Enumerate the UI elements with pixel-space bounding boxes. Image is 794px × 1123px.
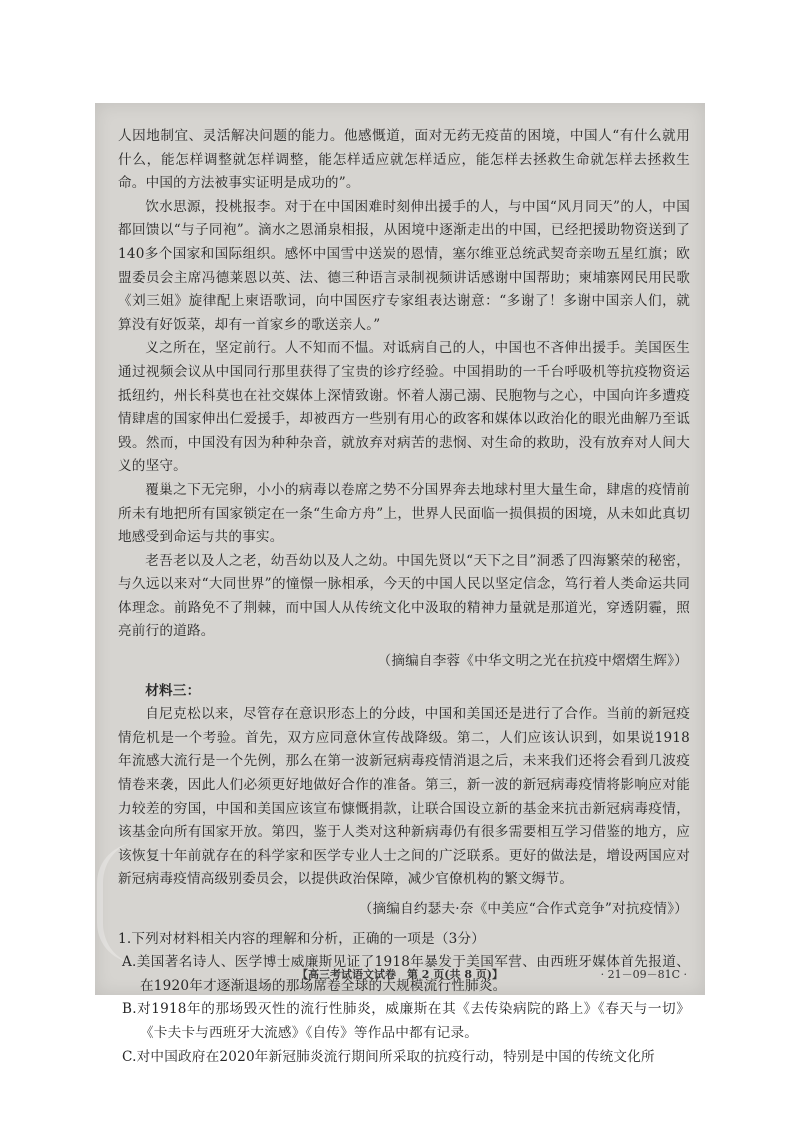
paragraph-shared-fate: 覆巢之下无完卵，小小的病毒以卷席之势不分国界奔去地球村里大量生命，肆虐的疫情前所未有地把所有国家锁定在一条“生命方舟”上，世界人民面临一损俱损的困境，从未如此真切地感受到命运与共的事实。 bbox=[118, 481, 690, 546]
material3-heading: 材料三： bbox=[145, 682, 201, 699]
question-1 bbox=[118, 928, 690, 1070]
question-stem: 1.下列对材料相关内容的理解和分析，正确的一项是（3分） bbox=[118, 930, 486, 947]
option-b: B.对1918年的那场毁灭性的流行性肺炎，威廉斯在其《去传染病院的路上》《春天与一切》《卡夫卡与西班牙大流感》《自传》等作品中都有记录。 bbox=[122, 1001, 690, 1041]
paragraph-reciprocity: 饮水思源，投桃报李。对于在中国困难时刻伸出援手的人，与中国“风月同天”的人，中国都回馈以“与子同袍”。滴水之恩涌泉相报，从困境中逐渐走出的中国，已经把援助物资送到了140多个国家和国际组织。感怀中国雪中送炭的恩情，塞尔维亚总统武契奇亲吻五星红旗；欧盟委员会主席冯德莱恩以英、法、德三种语言录制视频讲话感谢中国帮助；柬埔寨网民用民歌《刘三姐》旋律配上柬语歌词，向中国医疗专家组表达谢意：“多谢了！多谢中国亲人们，就算没有好饭菜，却有一首家乡的歌送亲人。” bbox=[118, 198, 690, 333]
source-citation-3: （摘编自约瑟夫·奈《中美应“合作式竞争”对抗疫情》） bbox=[358, 901, 688, 917]
page-footer bbox=[95, 963, 705, 985]
scanned-page bbox=[95, 103, 705, 1065]
source-citation-2: （摘编自李蓉《中华文明之光在抗疫中熠熠生辉》） bbox=[377, 653, 688, 670]
footer-page-label: 【高三考试语文试卷 第 2 页(共 8 页)】 bbox=[296, 968, 504, 981]
option-c: C.对中国政府在2020年新冠肺炎流行期间所采取的抗疫行动，特别是中国的传统文化所 bbox=[122, 1048, 655, 1065]
document-body bbox=[118, 125, 690, 1069]
option-a: A.美国著名诗人、医学博士威廉斯见证了1918年暴发于美国军营、由西班牙媒体首先报道、在1920年才逐渐退场的那场席卷全球的大规模流行性肺炎。 bbox=[122, 954, 690, 994]
paragraph-community: 老吾老以及人之老，幼吾幼以及人之幼。中国先贤以“天下之目”洞悉了四海繁荣的秘密，与久远以来对“大同世界”的憧憬一脉相承，今天的中国人民以坚定信念，笃行着人类命运共同体理念。前路免不了荆棘，而中国人从传统文化中汲取的精神力量就是那道光，穿透阴霾，照亮前行的道路。 bbox=[118, 552, 690, 640]
material3-paragraph: 自尼克松以来，尽管存在意识形态上的分歧，中国和美国还是进行了合作。当前的新冠疫情危机是一个考验。首先，双方应同意休宣传战降级。第二，人们应该认识到，如果说1918年流感大流行是一个先例，那么在第一波新冠病毒疫情消退之后，未来我们还将会看到几波疫情卷来袭，因此人们必须更好地做好合作的准备。第三，新一波的新冠病毒疫情将影响应对能力较差的穷国，中国和美国应该宣布慷慨捐款，让联合国设立新的基金来抗击新冠病毒疫情，该基金向所有国家开放。第四，鉴于人类对这种新病毒仍有很多需要相互学习借鉴的地方，应该恢复十年前就存在的科学家和医学专业人士之间的广泛联系。更好的做法是，增设两国应对新冠病毒疫情高级别委员会，以提供政治保障，减少官僚机构的繁文缛节。 bbox=[118, 706, 690, 888]
paragraph-righteousness: 义之所在，坚定前行。人不知而不愠。对诋病自己的人，中国也不吝伸出援手。美国医生通过视频会议从中国同行那里获得了宝贵的诊疗经验。中国捐助的一千台呼吸机等抗疫物资运抵纽约，州长科莫也在社交媒体上深情致谢。怀着人溺己溺、民胞物与之心，中国向许多遭疫情肆虐的国家伸出仁爱援手，却被西方一些别有用心的政客和媒体以政治化的眼光曲解乃至诋毁。然而，中国没有因为种种杂音，就放弃对病苦的悲悯、对生命的救助，没有放弃对人间大义的坚守。 bbox=[118, 340, 690, 475]
footer-code: · 21－09－81C · bbox=[600, 968, 687, 981]
paragraph-continuation: 人因地制宜、灵活解决问题的能力。他感慨道，面对无药无疫苗的困境，中国人“有什么就用什么，能怎样调整就怎样调整，能怎样适应就怎样适应，能怎样去拯救生命就怎样去拯救生命。中国的方法被事实证明是成功的”。 bbox=[118, 128, 690, 192]
